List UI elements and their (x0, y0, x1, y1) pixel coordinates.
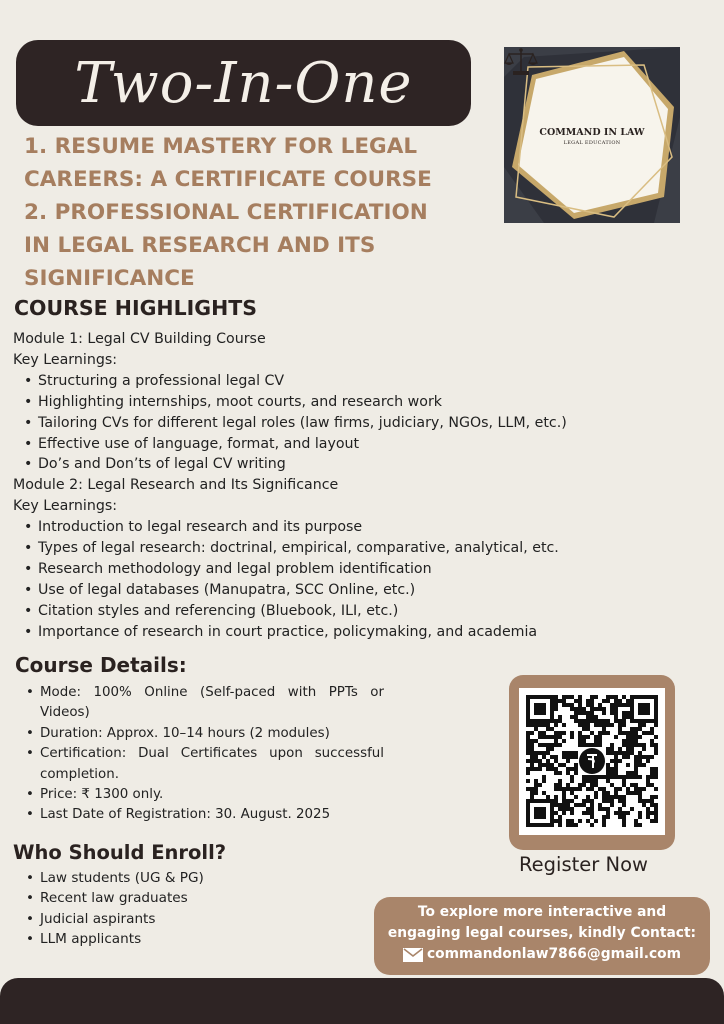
list-item: • Research methodology and legal problem identification (22, 559, 633, 580)
list-item: • Use of legal databases (Manupatra, SCC Online, etc.) (22, 580, 633, 601)
banner-title: Two-In-One (74, 50, 413, 116)
key-learnings-label: Key Learnings: (13, 498, 117, 515)
course-title-line: 1. RESUME MASTERY FOR LEGAL (24, 134, 418, 159)
qr-code-card[interactable] (509, 675, 675, 850)
list-item: • Last Date of Registration: 30. August. 2025 (24, 805, 384, 825)
list-item: • Certification: Dual Certificates upon successful completion. (24, 744, 384, 785)
list-item: • Importance of research in court practice, policymaking, and academia (22, 622, 633, 643)
contact-line: engaging legal courses, kindly Contact: (387, 925, 697, 941)
brand-logo (504, 47, 680, 223)
list-item: • Duration: Approx. 10–14 hours (2 modules) (24, 724, 384, 744)
list-item: • Effective use of language, format, and layout (22, 434, 633, 455)
logo-name: COMMAND IN LAW (539, 126, 645, 138)
course-title-line: 2. PROFESSIONAL CERTIFICATION (24, 200, 428, 225)
course-title-line: CAREERS: A CERTIFICATE COURSE (24, 167, 432, 192)
logo-subtitle: LEGAL EDUCATION (563, 139, 621, 146)
list-item: • Do’s and Don’ts of legal CV writing (22, 454, 633, 475)
details-list (24, 683, 384, 826)
scales-of-justice-icon (504, 47, 538, 77)
qr-code-icon[interactable] (519, 688, 665, 835)
title-banner (16, 40, 471, 126)
email-address[interactable]: commandonlaw7866@gmail.com (427, 946, 681, 962)
contact-box (374, 897, 710, 975)
list-item: • Recent law graduates (24, 888, 204, 908)
list-item: • LLM applicants (24, 929, 204, 949)
enroll-list (24, 868, 204, 949)
course-title-line: SIGNIFICANCE (24, 266, 195, 291)
footer-bar (0, 978, 724, 1024)
list-item: • Citation styles and referencing (Bluebook, ILI, etc.) (22, 601, 633, 622)
list-item: • Highlighting internships, moot courts, and research work (22, 392, 633, 413)
list-item: • Mode: 100% Online (Self-paced with PPTs or Videos) (24, 683, 384, 724)
logo-content (504, 47, 680, 223)
list-item: • Tailoring CVs for different legal roles (law firms, judiciary, NGOs, LLM, etc.) (22, 413, 633, 434)
email-row[interactable] (374, 944, 710, 965)
list-item: • Law students (UG & PG) (24, 868, 204, 888)
module-title: Module 2: Legal Research and Its Significance (13, 477, 339, 494)
module-title: Module 1: Legal CV Building Course (13, 331, 266, 347)
list-item: • Structuring a professional legal CV (22, 371, 633, 392)
course-title-line: IN LEGAL RESEARCH AND ITS (24, 233, 376, 258)
course-titles (24, 130, 444, 295)
list-item: • Types of legal research: doctrinal, empirical, comparative, analytical, etc. (22, 538, 633, 559)
enroll-heading: Who Should Enroll? (13, 841, 227, 864)
contact-line: To explore more interactive and (417, 904, 667, 920)
details-heading: Course Details: (15, 653, 187, 677)
module-learnings-list (13, 371, 633, 476)
envelope-icon (403, 948, 423, 962)
list-item: • Introduction to legal research and its purpose (22, 517, 633, 538)
key-learnings-label: Key Learnings: (13, 351, 117, 368)
qr-code-graphic (519, 688, 665, 835)
highlights-heading: COURSE HIGHLIGHTS (14, 296, 257, 320)
module-learnings-list (13, 517, 633, 642)
register-now-label[interactable]: Register Now (519, 853, 648, 876)
list-item: • Price: ₹ 1300 only. (24, 785, 384, 805)
highlights-section (13, 329, 633, 643)
list-item: • Judicial aspirants (24, 909, 204, 929)
